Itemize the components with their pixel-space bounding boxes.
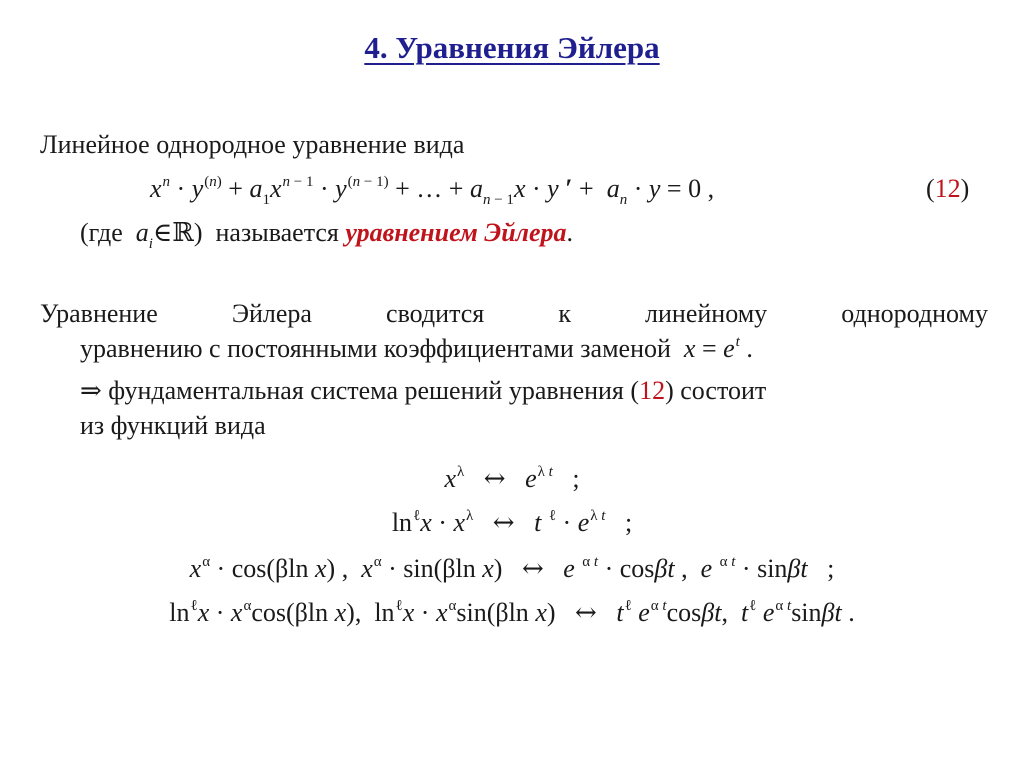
reduction-line2: уравнению с постоянными коэффициентами заменой $x = e^t$ . [80, 334, 753, 363]
implies-arrow: ⇒ [80, 376, 102, 406]
intro-text: Линейное однородное уравнение вида [40, 130, 465, 159]
reduction-line1: Уравнение Эйлера сводится к линейному однородному [40, 299, 988, 328]
slide-title: 4. Уравнения Эйлера [364, 30, 660, 65]
equation-number: (12) [926, 174, 970, 203]
formula-4: $\ln^\ell x \cdot x^\alpha\cos(\beta\ln$ x), $\ln^\ell x \cdot x^\alpha\sin(\beta\ln$ x) ↔ $t^\ell$ $e^{\alpha t}\cos\beta t$, $t^\ell$ $e^{\alpha t}\sin\beta t$ . [169, 598, 855, 628]
equation-ref: 12 [639, 376, 666, 405]
reduction-paragraph [40, 298, 988, 329]
euler-equation: $x^n \cdot y^{(n)} + a_1x^{n - 1} \cdot y^{(n - 1)}$ + … + $a_{n - 1}x \cdot y$ ′ + $a_n \cdot y = 0$ , [150, 174, 715, 208]
euler-term: уравнением Эйлера [345, 218, 567, 247]
formula-2: $\ln^\ell x \cdot x^\lambda$ ↔ t $^\ell \cdot e^{\lambda t}$ ; [391, 508, 633, 538]
fundamental-paragraph: ⇒ фундаментальная система решений уравнения (12) состоит из функций вида [80, 376, 767, 440]
formula-1: $x^\lambda$ ↔ $e^{\lambda t}$ ; [444, 464, 580, 494]
where-line: (где $a_i\in ℝ$) называется уравнением Эйлера. [80, 218, 574, 252]
formula-3: $x^\alpha \cdot \cos(\beta\ln$ x) , $x^\alpha \cdot \sin(\beta\ln$ x) ↔ e $^{\alpha t}$ · cosβt , e $^{\alpha t}$ · sinβt ; [189, 554, 835, 584]
